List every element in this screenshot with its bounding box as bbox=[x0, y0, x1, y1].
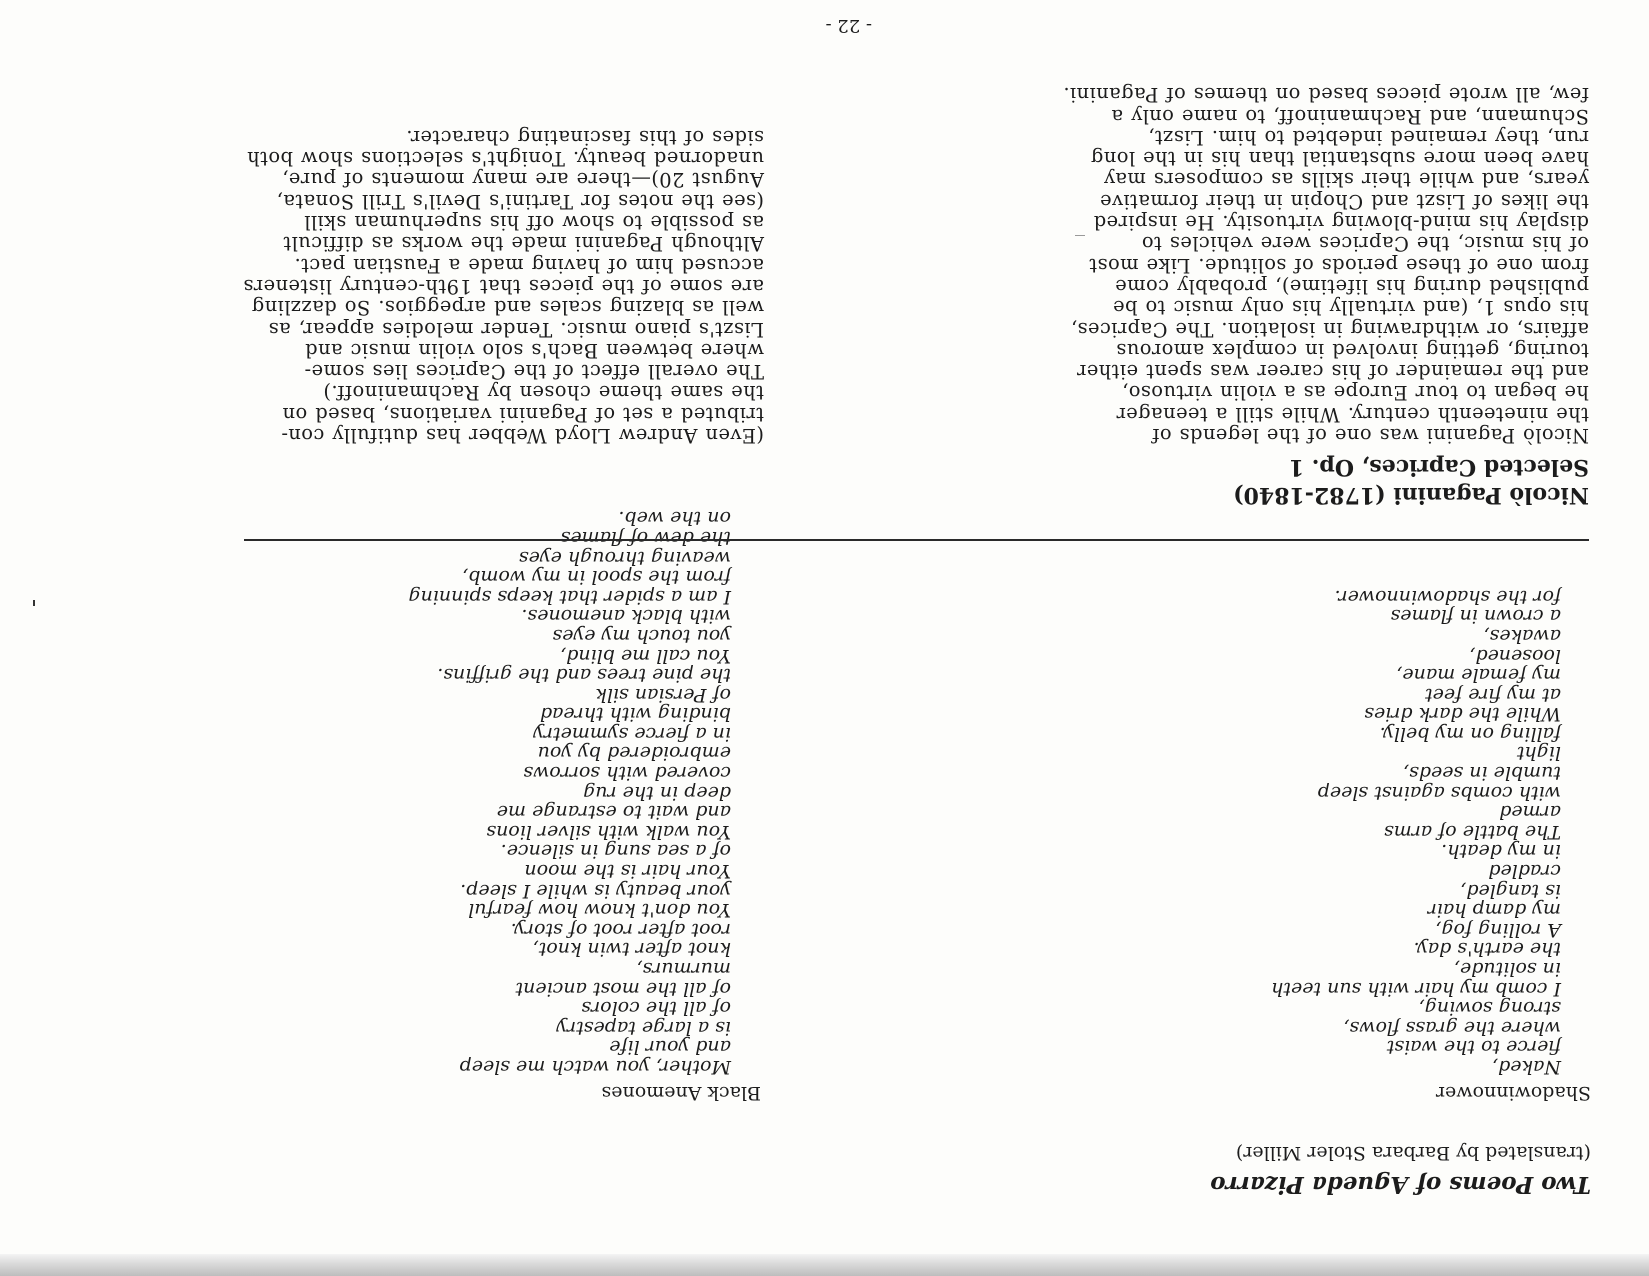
prose-line: affairs, or withdrawing in isolation. The Caprices, bbox=[1070, 317, 1589, 341]
prose-line: published during his lifetime), probably come bbox=[1114, 274, 1589, 298]
poem-line: fierce to the waist bbox=[1386, 1036, 1561, 1059]
prose-line: tributed a set of Paganini variations, based on bbox=[282, 402, 764, 426]
prose-line: have been more substantial than his in the long bbox=[1090, 147, 1589, 171]
poem-line: I am a spider that keeps spinning bbox=[408, 585, 731, 608]
poem-line: of all the most ancient bbox=[515, 977, 731, 1000]
poem-line: falling on my belly. bbox=[1379, 722, 1561, 745]
poem-line: for the shadowinnower. bbox=[1334, 585, 1561, 608]
poem-line: is tangled, bbox=[1460, 879, 1561, 902]
poem-line: murmurs, bbox=[636, 958, 731, 981]
prose-line: run, they remained indebted to him. Liszt, bbox=[1147, 125, 1589, 149]
prose-line: and the remainder of his career was spent either bbox=[1076, 360, 1589, 384]
prose-line: he began to tour Europe as a violin virtuoso, bbox=[1121, 381, 1589, 405]
prose-line: Although Paganini made the works as difficult bbox=[282, 232, 764, 256]
poem-line: weaving through eyes bbox=[518, 546, 731, 569]
poem-line: covered with sorrows bbox=[523, 762, 731, 785]
poem-line: awakes, bbox=[1483, 624, 1561, 647]
poem-line: my damp hair bbox=[1427, 899, 1561, 922]
poem-line: strong sowing, bbox=[1418, 997, 1561, 1020]
prose-line: (see the notes for Tartini's Devil's Trill Sonata, bbox=[276, 189, 764, 213]
prose-line: Schumann, and Rachmaninoff, to name only a bbox=[1111, 104, 1589, 128]
poem-title-black-anemones: Black Anemones bbox=[601, 1082, 761, 1104]
poem-line: armed bbox=[1499, 801, 1561, 824]
prose-line: the same theme chosen by Rachmaninoff.) bbox=[323, 381, 764, 405]
poem-line: of all the colors bbox=[581, 997, 731, 1020]
poem-body-black-anemones bbox=[408, 508, 731, 1076]
poem-line: embroidered by you bbox=[537, 742, 731, 765]
poem-line: While the dark dries bbox=[1364, 703, 1561, 726]
poem-line: Your hair is the moon bbox=[524, 860, 731, 883]
prose-line: August 20)—there are many moments of pure, bbox=[281, 168, 764, 192]
poem-line: is a large tapestry bbox=[556, 1016, 731, 1039]
poem-line: and your life bbox=[609, 1036, 731, 1059]
poem-line: my female mane, bbox=[1396, 664, 1561, 687]
prose-line: as possible to show off his superhuman skill bbox=[303, 211, 764, 235]
poem-line: the earth's day. bbox=[1413, 938, 1561, 961]
prose-line: from one of these periods of solitude. Like most bbox=[1088, 253, 1589, 277]
translator-credit: (translated by Barbara Stoler Miller) bbox=[1235, 1142, 1591, 1164]
prose-line: unadorned beauty. Tonight's selections show both bbox=[246, 147, 764, 171]
prose-line: are some of the pieces that 19th-century listeners bbox=[243, 274, 764, 298]
prose-line: years, and while their skills as composers may bbox=[1103, 168, 1589, 192]
poem-line: light bbox=[1516, 742, 1561, 765]
poem-line: of Persian silk bbox=[595, 683, 731, 706]
poem-line: I comb my hair with sun teeth bbox=[1271, 977, 1561, 1000]
poem-line: in a fierce symmetry bbox=[533, 722, 731, 745]
prose-line: (Even Andrew Lloyd Webber has dutifully con- bbox=[280, 424, 764, 447]
poem-line: A rolling fog, bbox=[1435, 918, 1561, 941]
poem-line: knot after twin knot, bbox=[532, 938, 731, 961]
prose-line: Liszt's piano music. Tender melodies appear, as bbox=[268, 317, 764, 341]
poem-line: with combs against sleep bbox=[1317, 781, 1561, 804]
prose-line: Nicolò Paganini was one of the legends of bbox=[1151, 424, 1589, 447]
poem-line: where the grass flows, bbox=[1343, 1016, 1561, 1039]
poem-line: tumble in seeds, bbox=[1403, 762, 1561, 785]
poem-line: cradled bbox=[1488, 860, 1561, 883]
poem-line: loosened, bbox=[1469, 644, 1561, 667]
prose-line: the likes of Liszt and Chopin in their formative bbox=[1099, 189, 1589, 213]
prose-line: The overall effect of the Caprices lies some- bbox=[304, 360, 764, 384]
poem-line: with black anemones. bbox=[521, 605, 731, 628]
poems-title: Two Poems of Agueda Pizarro bbox=[1210, 1171, 1591, 1198]
poem-title-shadowinnower: Shadowinnower bbox=[1435, 1082, 1591, 1104]
poem-line: of a sea sung in silence. bbox=[500, 840, 731, 863]
program-note-left-column bbox=[1063, 84, 1589, 446]
prose-line: few, all wrote pieces based on themes of Paganini. bbox=[1062, 83, 1589, 107]
prose-line: his opus 1, (and virtually his only music to be bbox=[1112, 296, 1589, 320]
scan-speck bbox=[1075, 235, 1085, 236]
poem-line: from the spool in my womb, bbox=[462, 566, 731, 589]
prose-line: touring, getting involved in complex amorous bbox=[1115, 338, 1589, 362]
prose-line: of his music, the Caprices were vehicles to bbox=[1141, 232, 1589, 256]
work-heading: Selected Caprices, Op. 1 bbox=[1288, 454, 1589, 480]
prose-line: where between Bach's solo violin music and bbox=[304, 338, 764, 362]
poem-body-shadowinnower bbox=[1271, 586, 1561, 1076]
poem-line: binding with thread bbox=[539, 703, 731, 726]
prose-line: the nineteenth century. While still a teenager bbox=[1116, 402, 1589, 426]
scanner-edge-strip bbox=[0, 1254, 1649, 1276]
composer-heading: Nicolò Paganini (1782-1840) bbox=[1233, 482, 1589, 508]
poem-line: You don't know how fearful bbox=[468, 899, 731, 922]
poem-line: your beauty is while I sleep. bbox=[460, 879, 731, 902]
prose-line: display his mind-blowing virtuosity. He inspired bbox=[1093, 211, 1589, 235]
poem-line: in my death. bbox=[1441, 840, 1561, 863]
prose-line: sides of this fascinating character. bbox=[405, 125, 764, 149]
poem-line: at my fire feet bbox=[1425, 683, 1561, 706]
poem-line: you touch my eyes bbox=[552, 624, 731, 647]
prose-line: accused him of having made a Faustian pact. bbox=[294, 253, 764, 277]
poem-line: deep in the rug bbox=[583, 781, 731, 804]
poem-line: the dew of flames bbox=[560, 526, 731, 549]
poem-line: a crown in flames bbox=[1390, 605, 1561, 628]
section-divider bbox=[244, 539, 1589, 541]
poem-line: Naked, bbox=[1492, 1056, 1561, 1078]
poem-line: Mother, you watch me sleep bbox=[459, 1056, 731, 1078]
poem-line: root after root of story. bbox=[510, 918, 731, 941]
page-number: - 22 - bbox=[825, 15, 872, 36]
poem-line: the pine trees and the griffins. bbox=[437, 664, 731, 687]
poem-line: The battle of arms bbox=[1383, 820, 1561, 843]
poem-line: on the web. bbox=[618, 507, 731, 530]
poem-line: You call me blind, bbox=[560, 644, 731, 667]
poem-line: in solitude, bbox=[1453, 958, 1561, 981]
scan-speck bbox=[33, 600, 35, 606]
poem-line: and wait to estrange me bbox=[496, 801, 731, 824]
program-note-right-column bbox=[243, 127, 764, 446]
poem-line: You walk with silver lions bbox=[486, 820, 731, 843]
prose-line: well as blazing scales and arpeggios. So dazzling bbox=[251, 296, 764, 320]
